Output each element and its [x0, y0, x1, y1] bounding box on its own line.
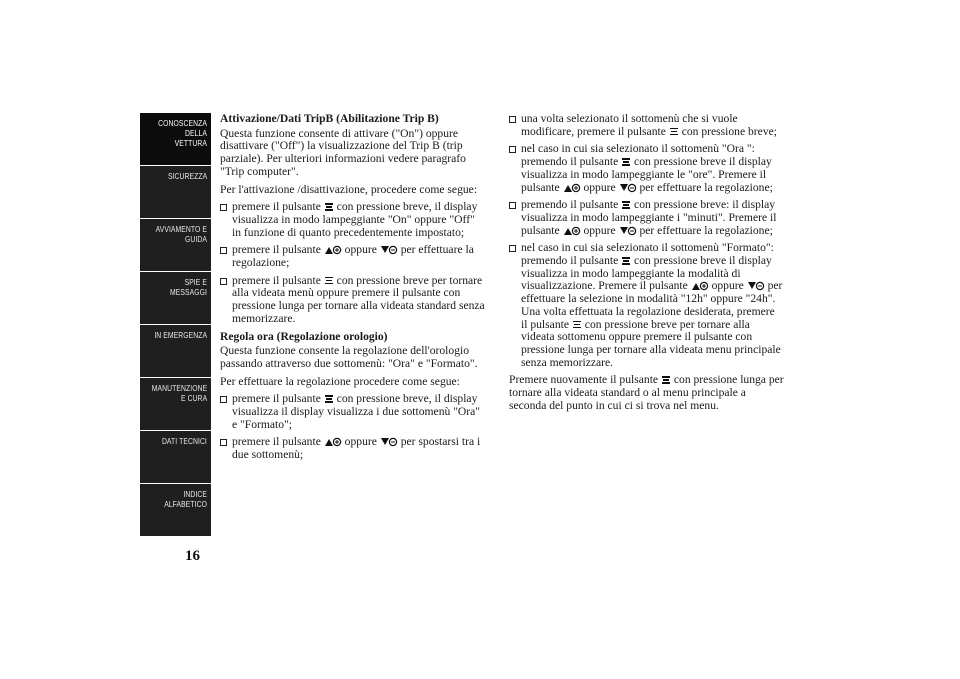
menu-button-icon	[621, 200, 631, 210]
paragraph: Per l'attivazione /disattivazione, procedere come segue:	[220, 182, 478, 196]
up-plus-button-icon	[563, 182, 581, 193]
down-minus-button-icon	[380, 244, 398, 255]
menu-button-icon	[669, 127, 679, 137]
list-item: premendo il pulsante con pressione breve: il display visualizza in modo lampeggiante i "minuti". Premere il pulsante oppure per effettuare la regolazione;	[509, 199, 784, 237]
paragraph: Questa funzione consente la regolazione dell'orologio passando attraverso due sottomenù: "Ora" e "Formato".	[220, 344, 478, 370]
paragraph: Premere nuovamente il pulsante con pressione lunga per tornare alla videata standard o al menu principale a seconda del punto in cui ci si trova nel menu.	[509, 373, 784, 412]
down-minus-button-icon	[747, 280, 765, 291]
paragraph: Per effettuare la regolazione procedere come segue:	[220, 374, 460, 388]
menu-button-icon	[621, 256, 631, 266]
list-item: premere il pulsante con pressione breve, il display visualizza il display visualizza i due sottomenù "Ora" e "Formato";	[220, 393, 485, 431]
up-plus-button-icon	[324, 436, 342, 447]
menu-button-icon	[324, 394, 334, 404]
tab-manutenzione-e-cura[interactable]: MANUTENZIONE E CURA	[140, 378, 211, 430]
list-item: nel caso in cui sia selezionato il sottomenù "Formato": premendo il pulsante con pressione breve il display visualizza in modo lampeggiante la modalità di visualizzazione. Premere il pulsante oppure per effettuare la selezione in modalità "12h" oppure "24h". Una volta effettuata la regolazione desiderata, premere il pulsante con pressione breve per tornare alla videata sottomenu oppure premere il pulsante con pressione lunga per tornare alla videata menu principale senza memorizzare.	[509, 242, 784, 369]
left-column	[220, 113, 485, 467]
tab-in-emergenza[interactable]: IN EMERGENZA	[140, 325, 211, 377]
list-item: nel caso in cui sia selezionato il sottomenù "Ora ": premendo il pulsante con pressione breve il display visualizza in modo lampeggiante le "ore". Premere il pulsante oppure per effettuare la regolazione;	[509, 143, 784, 194]
up-plus-button-icon	[563, 225, 581, 236]
chapter-sidebar	[140, 113, 211, 537]
down-minus-button-icon	[380, 436, 398, 447]
tab-avviamento-e-guida[interactable]: AVVIAMENTO E GUIDA	[140, 219, 211, 271]
up-plus-button-icon	[691, 280, 709, 291]
menu-button-icon	[621, 157, 631, 167]
tab-dati-tecnici[interactable]: DATI TECNICI	[140, 431, 211, 483]
down-minus-button-icon	[619, 225, 637, 236]
list-item: premere il pulsante con pressione breve per tornare alla videata menù oppure premere il pulsante con pressione lunga per tornare alla videata standard senza memorizzare.	[220, 275, 485, 326]
down-minus-button-icon	[619, 182, 637, 193]
up-plus-button-icon	[324, 244, 342, 255]
list-item: premere il pulsante oppure per effettuare la regolazione;	[220, 244, 485, 269]
section-heading: Regola ora (Regolazione orologio)	[220, 329, 388, 343]
page-number: 16	[185, 548, 200, 564]
list-item: premere il pulsante oppure per spostarsi tra i due sottomenù;	[220, 436, 485, 461]
menu-button-icon	[572, 320, 582, 330]
tab-spie-e-messaggi[interactable]: SPIE E MESSAGGI	[140, 272, 211, 324]
right-column	[509, 113, 784, 417]
list-item: una volta selezionato il sottomenù che si vuole modificare, premere il pulsante con pressione breve;	[509, 113, 784, 138]
section-heading: Attivazione/Dati TripB (Abilitazione Trip B)	[220, 112, 439, 125]
menu-button-icon	[324, 276, 334, 286]
tab-conoscenza-della-vettura[interactable]: CONOSCENZA DELLA VETTURA	[140, 113, 211, 165]
menu-button-icon	[324, 202, 334, 212]
tab-indice-alfabetico[interactable]: INDICE ALFABETICO	[140, 484, 211, 536]
paragraph: Questa funzione consente di attivare ("On") oppure disattivare ("Off") la visualizzazione del Trip B (trip parziale). Per ulteriori informazioni vedere paragrafo "Trip computer".	[220, 126, 466, 178]
list-item: premere il pulsante con pressione breve, il display visualizza in modo lampeggiante "On" oppure "Off" in funzione di quanto precedentemente impostato;	[220, 201, 485, 239]
tab-sicurezza[interactable]: SICUREZZA	[140, 166, 211, 218]
menu-button-icon	[661, 375, 671, 385]
